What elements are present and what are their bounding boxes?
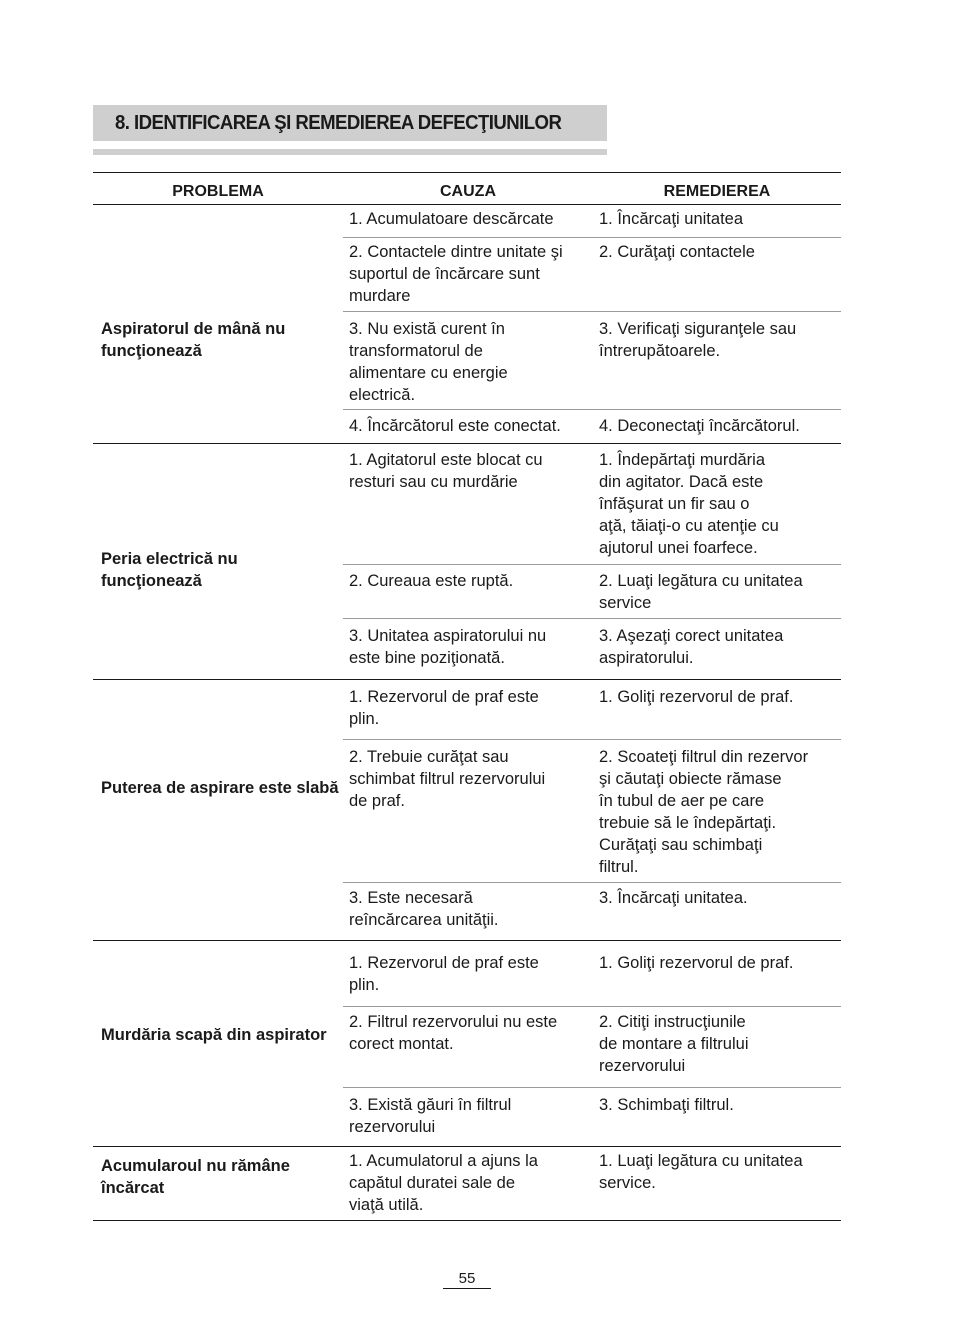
cause-cell: 1. Acumulatoare descărcate — [349, 210, 554, 228]
cause-cell: 4. Încărcătorul este conectat. — [349, 417, 561, 435]
problem-cell: Murdăria scapă din aspirator — [101, 1026, 327, 1044]
section-rule — [93, 149, 607, 155]
remedy-cell: 1. Goliţi rezervorul de praf. — [599, 954, 794, 972]
group-rule — [93, 1146, 841, 1147]
cause-cell: 2. Contactele dintre unitate şi suportul de încărcare sunt murdare — [349, 243, 563, 305]
page-number-rule — [443, 1288, 491, 1289]
group-rule — [93, 679, 841, 680]
problem-cell: Acumularoul nu rămâne încărcat — [101, 1157, 290, 1197]
row-divider — [343, 564, 841, 565]
row-divider — [343, 409, 841, 410]
row-divider — [343, 882, 841, 883]
cause-cell: 1. Agitatorul este blocat cu resturi sau cu murdărie — [349, 451, 543, 491]
remedy-cell: 3. Încărcaţi unitatea. — [599, 889, 748, 907]
cause-cell: 3. Există găuri în filtrul rezervorului — [349, 1096, 512, 1136]
section-header — [93, 105, 607, 141]
remedy-cell: 1. Luaţi legătura cu unitatea service. — [599, 1152, 803, 1192]
cause-cell: 1. Rezervorul de praf este plin. — [349, 688, 539, 728]
row-divider — [343, 739, 841, 740]
row-divider — [343, 1087, 841, 1088]
remedy-cell: 2. Scoateţi filtrul din rezervor şi căutaţi obiecte rămase în tubul de aer pe care trebuie să le îndepărtaţi. Curăţaţi sau schimbaţi filtrul. — [599, 748, 809, 876]
row-divider — [343, 311, 841, 312]
header-cause: CAUZA — [440, 183, 496, 200]
cause-cell: 1. Rezervorul de praf este plin. — [349, 954, 539, 994]
remedy-cell: 3. Aşezaţi corect unitatea aspiratorului. — [599, 627, 784, 667]
remedy-cell: 1. Îndepărtaţi murdăria din agitator. Dacă este înfăşurat un fir sau o aţă, tăiaţi-o cu atenţie cu ajutorul unei foarfece. — [599, 451, 779, 557]
remedy-cell: 3. Verificaţi siguranţele sau întrerupătoarele. — [599, 320, 797, 360]
row-divider — [343, 618, 841, 619]
remedy-cell: 1. Goliţi rezervorul de praf. — [599, 688, 794, 706]
cause-cell: 1. Acumulatorul a ajuns la capătul duratei sale de viaţă utilă. — [349, 1152, 538, 1214]
group-rule — [93, 443, 841, 444]
cause-cell: 2. Filtrul rezervorului nu este corect montat. — [349, 1013, 558, 1053]
remedy-cell: 4. Deconectaţi încărcătorul. — [599, 417, 800, 435]
remedy-cell: 2. Luaţi legătura cu unitatea service — [599, 572, 803, 612]
section-title: 8. IDENTIFICAREA ŞI REMEDIEREA DEFECŢIUNILOR — [115, 112, 562, 134]
problem-cell: Peria electrică nu funcţionează — [101, 550, 238, 590]
problem-cell: Puterea de aspirare este slabă — [101, 779, 339, 797]
cause-cell: 2. Trebuie curăţat sau schimbat filtrul rezervorului de praf. — [349, 748, 546, 810]
remedy-cell: 1. Încărcaţi unitatea — [599, 210, 744, 228]
cause-cell: 3. Nu există curent în transformatorul de alimentare cu energie electrică. — [349, 320, 508, 404]
group-rule — [93, 940, 841, 941]
row-divider — [343, 1006, 841, 1007]
problem-cell: Aspiratorul de mână nu funcţionează — [101, 320, 286, 360]
cause-cell: 3. Este necesară reîncărcarea unităţii. — [349, 889, 499, 929]
page-number: 55 — [458, 1270, 476, 1287]
row-divider — [343, 237, 841, 238]
table-top-rule — [93, 172, 841, 173]
cause-cell: 3. Unitatea aspiratorului nu este bine poziţionată. — [349, 627, 547, 667]
table-bottom-rule — [93, 1220, 841, 1221]
remedy-cell: 2. Curăţaţi contactele — [599, 243, 755, 261]
remedy-cell: 3. Schimbaţi filtrul. — [599, 1096, 734, 1114]
header-problem: PROBLEMA — [172, 183, 264, 200]
header-remedy: REMEDIEREA — [663, 183, 771, 200]
header-bottom-rule — [93, 204, 841, 205]
remedy-cell: 2. Citiţi instrucţiunile de montare a filtrului rezervorului — [599, 1013, 749, 1075]
cause-cell: 2. Cureaua este ruptă. — [349, 572, 514, 590]
